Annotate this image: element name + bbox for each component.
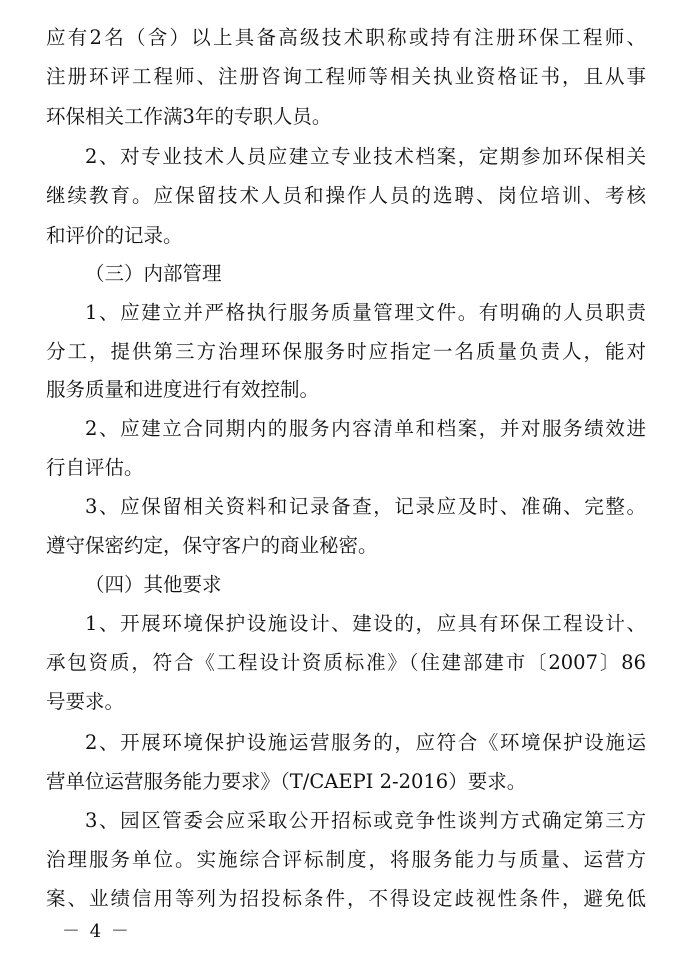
text-line: 分工，提供第三方治理环保服务时应指定一名质量负责人，能对 <box>46 340 646 363</box>
text-line: 1、开展环境保护设施设计、建设的，应具有环保工程设计、 <box>85 612 646 635</box>
text-line: 案、业绩信用等列为招投标条件，不得设定歧视性条件，避免低 <box>46 887 646 910</box>
text-line: 和评价的记录。 <box>46 224 183 247</box>
page-number: － 4 － <box>62 921 131 942</box>
text-line: 服务质量和进度进行有效控制。 <box>46 378 320 401</box>
text-line: 2、对专业技术人员应建立专业技术档案，定期参加环保相关 <box>85 145 646 168</box>
text-line: 治理服务单位。实施综合评标制度，将服务能力与质量、运营方 <box>46 848 646 871</box>
text-line: 行自评估。 <box>46 456 144 479</box>
section-heading: （四）其他要求 <box>85 573 222 596</box>
text-line: 继续教育。应保留技术人员和操作人员的选聘、岗位培训、考核 <box>46 184 646 207</box>
text-line: 承包资质，符合《工程设计资质标准》（住建部建市〔2007〕86 <box>46 651 646 674</box>
text-line: 3、应保留相关资料和记录备查，记录应及时、准确、完整。 <box>85 495 646 518</box>
text-line: 应有2名（含）以上具备高级技术职称或持有注册环保工程师、 <box>46 26 646 49</box>
text-line: 2、应建立合同期内的服务内容清单和档案，并对服务绩效进 <box>85 417 646 440</box>
text-line: 注册环评工程师、注册咨询工程师等相关执业资格证书，且从事 <box>46 65 646 88</box>
text-line: 3、园区管委会应采取公开招标或竞争性谈判方式确定第三方 <box>85 809 646 832</box>
text-line: 营单位运营服务能力要求》（T/CAEPI 2-2016）要求。 <box>46 770 527 793</box>
section-heading: （三）内部管理 <box>85 262 222 285</box>
text-line: 1、应建立并严格执行服务质量管理文件。有明确的人员职责 <box>85 301 646 324</box>
text-line: 遵守保密约定，保守客户的商业秘密。 <box>46 534 378 557</box>
text-line: 2、开展环境保护设施运营服务的，应符合《环境保护设施运 <box>85 731 646 754</box>
text-line: 环保相关工作满3年的专职人员。 <box>46 105 332 128</box>
text-line: 号要求。 <box>46 690 125 713</box>
